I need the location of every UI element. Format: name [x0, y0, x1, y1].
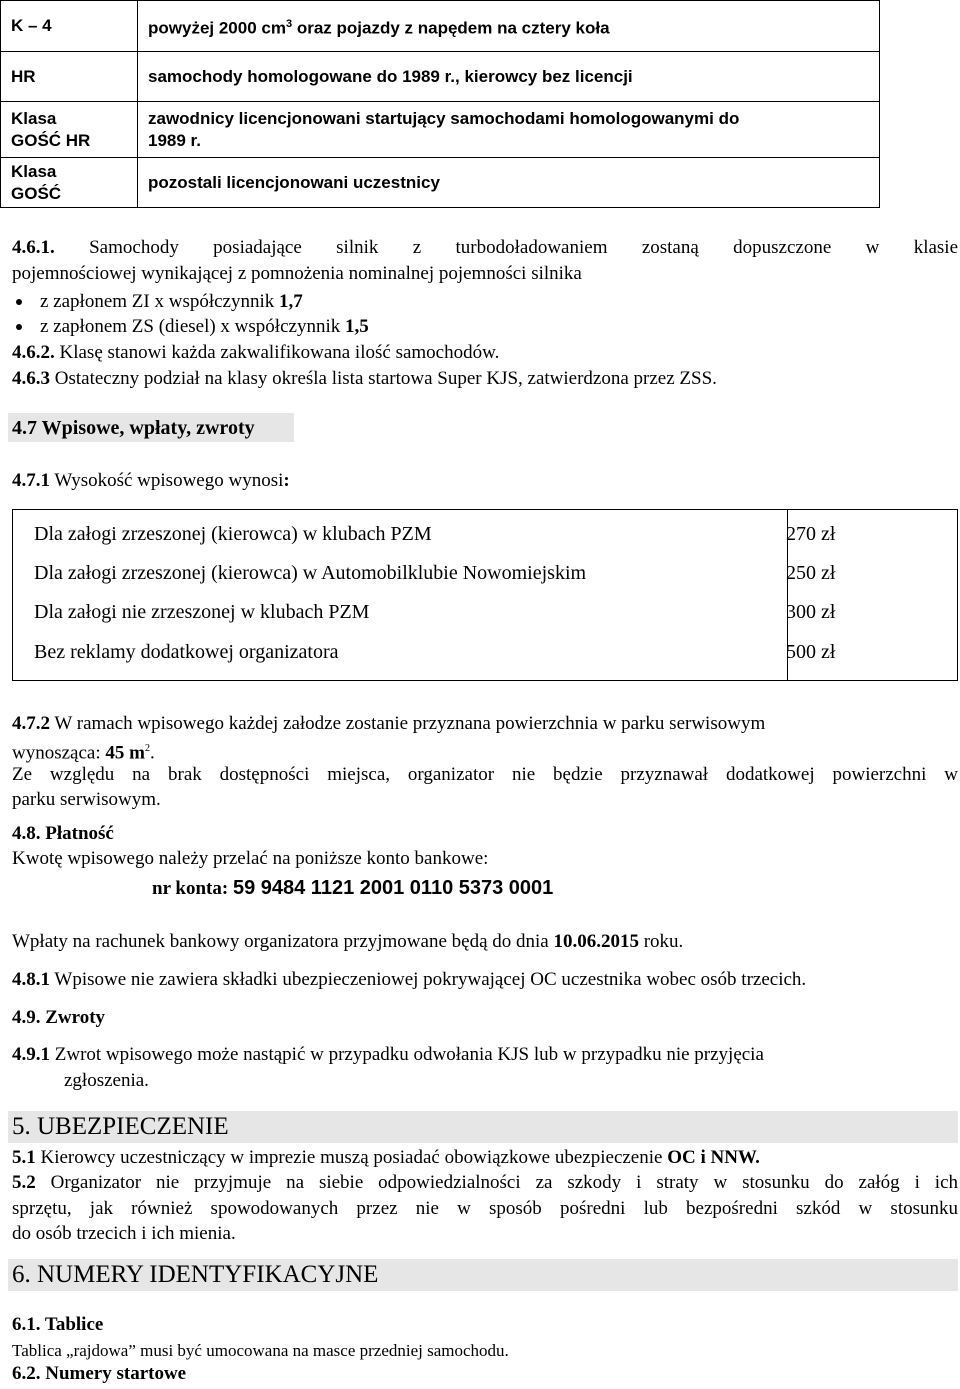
section-6-heading: 6. NUMERY IDENTYFIKACYJNE [12, 1261, 379, 1288]
list-item: z zapłonem ZS (diesel) x współczynnik 1,5 [40, 316, 369, 337]
class-code: HR [1, 52, 138, 102]
section-4-7-1: 4.7.1 Wysokość wpisowego wynosi: [12, 470, 290, 491]
class-description: zawodnicy licencjonowani startujący samochodami homologowanymi do 1989 r. [138, 102, 880, 158]
section-6-2-heading: 6.2. Numery startowe [12, 1363, 187, 1384]
section-4-6-3: 4.6.3 Ostateczny podział na klasy określa lista startowa Super KJS, zatwierdzona przez ZSS. [12, 368, 717, 389]
fee-description: Dla załogi zrzeszonej (kierowca) w klubach PZM [34, 523, 432, 545]
section-4-8-1: 4.8.1 Wpisowe nie zawiera składki ubezpieczeniowej pokrywającej OC uczestnika wobec osób trzecich. [12, 969, 807, 990]
fee-description: Dla załogi nie zrzeszonej w klubach PZM [34, 601, 370, 623]
section-4-9-heading: 4.9. Zwroty [12, 1007, 106, 1028]
section-4-8-heading: 4.8. Płatność [12, 823, 114, 844]
section-6-1-heading: 6.1. Tablice [12, 1314, 104, 1335]
section-4-6-1-line2: pojemnościowej wynikającej z pomnożenia nominalnej pojemności silnika [12, 263, 582, 284]
section-5-2-line3: do osób trzecich i ich mienia. [12, 1223, 236, 1244]
bank-account: nr konta: 59 9484 1121 2001 0110 5373 0001 [152, 877, 554, 899]
section-4-7-heading: 4.7 Wpisowe, wpłaty, zwroty [12, 417, 255, 439]
fee-amount: 300 zł [786, 601, 836, 623]
section-6-1-text: Tablica „rajdowa” musi być umocowana na masce przedniej samochodu. [12, 1341, 509, 1360]
table-row [1, 52, 880, 102]
fee-amount: 270 zł [786, 523, 836, 545]
bullet-icon [16, 324, 22, 330]
section-4-6-1-line1: 4.6.1. Samochody posiadające silnik z turbodoładowaniem zostaną dopuszczone w klasie [12, 237, 959, 258]
class-description: powyżej 2000 $cm^3$ oraz pojazdy z napędem na cztery koła [138, 1, 880, 52]
section-5-2-line2: sprzętu, jak również spowodowanych przez nie w sposób pośredni lub bezpośredni szkód w stosunku [12, 1198, 958, 1219]
section-4-9-1-line2: zgłoszenia. [64, 1070, 149, 1091]
payment-deadline: Wpłaty na rachunek bankowy organizatora przyjmowane będą do dnia 10.06.2015 roku. [12, 931, 684, 952]
section-5-1: 5.1 Kierowcy uczestniczący w imprezie muszą posiadać obowiązkowe ubezpieczenie OC i NNW. [12, 1147, 760, 1168]
section-5-2-line1: 5.2 Organizator nie przyjmuje na siebie odpowiedzialności za szkody i straty w stosunku do załóg i ich [12, 1172, 958, 1193]
section-4-6-2: 4.6.2. Klasę stanowi każda zakwalifikowana ilość samochodów. [12, 342, 500, 363]
table-row [1, 158, 880, 208]
fee-description: Bez reklamy dodatkowej organizatora [34, 641, 339, 663]
list-item: z zapłonem ZI x współczynnik 1,7 [40, 291, 303, 312]
section-4-7-2-line4: parku serwisowym. [12, 789, 161, 810]
section-4-8-line1: Kwotę wpisowego należy przelać na poniższe konto bankowe: [12, 848, 489, 869]
class-code: Klasa GOŚĆ HR [1, 102, 138, 158]
table-row [1, 1, 880, 52]
section-5-heading: 5. UBEZPIECZENIE [12, 1113, 229, 1140]
fee-description: Dla załogi zrzeszonej (kierowca) w Automobilklubie Nowomiejskim [34, 562, 587, 584]
table-row [1, 102, 880, 158]
section-4-7-2-line1: 4.7.2 W ramach wpisowego każdej załodze zostanie przyznana powierzchnia w parku serwisowym [12, 713, 766, 734]
class-description: pozostali licencjonowani uczestnicy [138, 158, 880, 208]
section-4-7-2-line3: Ze względu na brak dostępności miejsca, organizator nie będzie przyznawał dodatkowej powierzchni w [12, 764, 958, 785]
fee-amount: 250 zł [786, 562, 836, 584]
bullet-icon [16, 299, 22, 305]
class-code: K – 4 [1, 1, 138, 52]
section-4-7-2-line2: wynosząca: 45 $m^2$. [12, 742, 155, 764]
section-4-9-1-line1: 4.9.1 Zwrot wpisowego może nastąpić w przypadku odwołania KJS lub w przypadku nie przyjęcia [12, 1044, 764, 1065]
class-description: samochody homologowane do 1989 r., kierowcy bez licencji [138, 52, 880, 102]
class-code: Klasa GOŚĆ [1, 158, 138, 208]
fee-amount: 500 zł [786, 641, 836, 663]
class-table [0, 0, 880, 208]
